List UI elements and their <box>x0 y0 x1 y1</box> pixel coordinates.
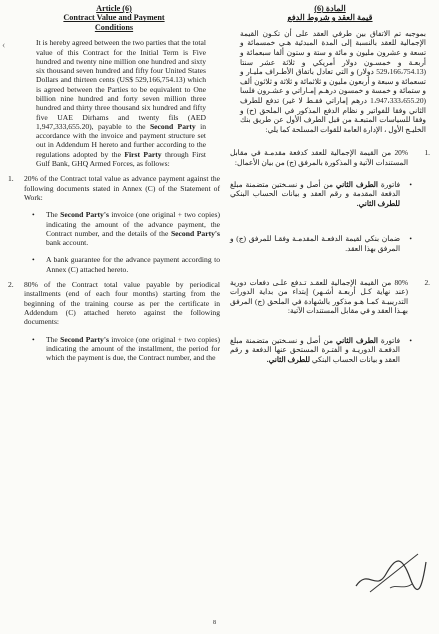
bullet-icon: • <box>32 210 35 220</box>
arabic-bullet-invoice-text <box>230 180 400 209</box>
text-b: invoice (one original + two copies) indicating the amount of the advance payment, the Contract number, and the details of the <box>46 210 220 238</box>
bullet-icon: • <box>32 255 35 265</box>
arabic-bullet-installment-text <box>230 336 400 365</box>
text-b: من أصل و نسـختين متضمنة مبلغ الدفعـة الدوريـة و الفتـرة المستحق عنها الدفعة و رقم العقد و بيانات الحساب البنكي <box>230 335 400 365</box>
arabic-item-2-number: .2 <box>424 277 430 287</box>
page-number: 8 <box>213 620 216 626</box>
text-b: invoice (one original + two copies) indicating the amount of the installment, the period for which the payment is due, the Contract number, and the <box>46 334 220 363</box>
bullet-icon: • <box>409 335 412 345</box>
english-article-number: Article (6) <box>96 4 132 13</box>
english-bullet-invoice <box>32 210 220 247</box>
english-title-line1: Contract Value and Payment <box>63 13 165 23</box>
arabic-bullet-guarantee-text: ضمان بنكي لقيمة الدفعـة المقدمـة وفقـا للمرفق (ج) و المرفق بهذا العقد. <box>230 234 400 253</box>
english-item-2-number: 2. <box>8 280 14 290</box>
second-party: للطرف الثاني. <box>266 355 310 365</box>
arabic-bullet-installment-invoice <box>230 336 412 365</box>
english-intro-second-party: Second Party <box>149 121 196 131</box>
english-title-line2: Conditions <box>94 22 134 32</box>
english-bullet-invoice-text <box>46 210 220 247</box>
english-item-1 <box>8 174 220 202</box>
second-party: الطرف الثاني <box>335 335 378 345</box>
bullet-icon: • <box>409 234 412 244</box>
text-a: The <box>46 210 61 220</box>
arabic-item-2-text: 80% من القيمة الإجمالية للعقـد تـدفع علـى دفعات دورية (عند نهاية كـل أربعـة أشـهر) إبتداء من بداية الدورات التدريبيـة كمـا هـو مذكور بالشهادة في الملحق (ج) المرفق بهـذا العقد و في مقابل المستندات الآتية: <box>230 277 408 316</box>
second-party: Second Party's <box>60 210 109 220</box>
english-item-2-text: 80% of the Contract total value payable by periodical installments (end of each four months) starting from the beginning of the training course as per the certificate in Addendum (C) attached hereto against the following documents: <box>24 280 220 327</box>
english-bullet-installment-text <box>46 335 220 363</box>
english-bullet-guarantee-text: A bank guarantee for the advance payment according to Annex (C) attached hereto. <box>46 255 220 274</box>
handwritten-signature <box>350 548 430 598</box>
english-intro-text-c: through First Gulf Bank, GHQ Armed Forces, as follows: <box>36 149 206 169</box>
arabic-item-1-text: 20% من القيمة الإجمالية للعقد كدفعة مقدمـة في مقابل المستندات الآتية و المذكورة بالمرفق (ج) من بيان الأعمال: <box>230 148 408 167</box>
second-party: الطرف الثاني <box>335 179 378 189</box>
second-party: Second Party's <box>170 228 220 238</box>
arabic-bullet-invoice <box>230 180 412 209</box>
english-column <box>8 4 220 362</box>
text-a: فاتورة <box>377 335 400 345</box>
text-a: فاتورة <box>377 179 400 189</box>
arabic-column <box>230 4 430 365</box>
bullet-icon: • <box>32 334 35 344</box>
arabic-item-2 <box>230 278 430 316</box>
text-a: The <box>46 334 61 344</box>
english-item-1-text: 20% of the Contract total value as advance payment against the following documents stated in Annex (C) of the Statement of Work: <box>24 174 220 202</box>
text-b: من أصل و نسـختين متضمنة مبلغ الدفعة المقدمة و رقم العقد و بيانات الحساب البنكي <box>230 179 400 199</box>
english-heading <box>8 4 220 32</box>
arabic-title: قيمة العقد و شروط الدفع <box>287 13 373 23</box>
english-intro-text-a: It is hereby agreed between the two parties that the total value of this Contract for the Initial Term is Five hundred and twenty nine million one hundred and sixty six thousand seven hundred and fifty four United States Dollars and thirteen cents (US$ 529,166,754.13) which is agreed between the Parties to be equivalent to One billion nine hundred and forty seven million three hundred and thirty three thousand six hundred and fifty five UAE Dirhams and twenty fils (AED 1,947,333,655.20), payable to the <box>36 38 206 131</box>
english-intro-first-party: First Party <box>124 149 162 159</box>
arabic-item-1 <box>230 148 430 167</box>
english-item-2 <box>8 280 220 326</box>
arabic-bullet-guarantee <box>230 234 412 253</box>
second-party: للطرف الثاني. <box>356 198 400 208</box>
arabic-heading <box>230 4 430 23</box>
english-item-1-number: 1. <box>8 174 14 184</box>
margin-mark: ‹ <box>2 40 6 51</box>
arabic-intro-paragraph: بموجبه تم الاتفاق بين طرفي العقد على أن تكـون القيمة الإجمالية للعقد بالنسبة إلى المدة المبدئية هـي خمسمائة و تسعة و عشرون مليون و مائة و ستة و ستون ألفا سبعمائة و أربعـة و خمسـون دولار أمريكي و ثلاثة عشر سنتا (529،166،754.13 دولار) و التي تعادل باتفاق الأطـراف مليـار و تسعمائة و سبعة و أربعون مليون و ثلاثمائة و ثلاثة و ثلاثون ألف و ستمائة و خمسة و خمسون درهـم إمـاراتي و عشـرون فلسا (1،947،333،655.20 درهم إماراتي فقـط لا غير) تدفع للطرف الثاني وفقا للفواتير و نظام الدفع المذكور في الملحق (ح) و وفقا للسياسات المتبعـة من قبل الطرف الأول عن طريق بنك الخليـج الأول ، الإدارة العامة للقوات المسلحة كما يلي: <box>240 28 426 134</box>
second-party: Second Party's <box>60 334 109 344</box>
english-intro-text-b: in accordance with the invoice and payment structure set out in Addendum H hereto and further according to the regulations adopted by the <box>36 121 206 159</box>
english-intro-paragraph <box>36 38 206 168</box>
arabic-article-number: المادة (6) <box>314 4 346 13</box>
bullet-icon: • <box>409 179 412 189</box>
english-bullet-guarantee <box>32 255 220 274</box>
english-bullet-installment-invoice <box>32 335 220 363</box>
arabic-item-1-number: .1 <box>424 148 430 158</box>
text-c: bank account. <box>46 238 89 248</box>
